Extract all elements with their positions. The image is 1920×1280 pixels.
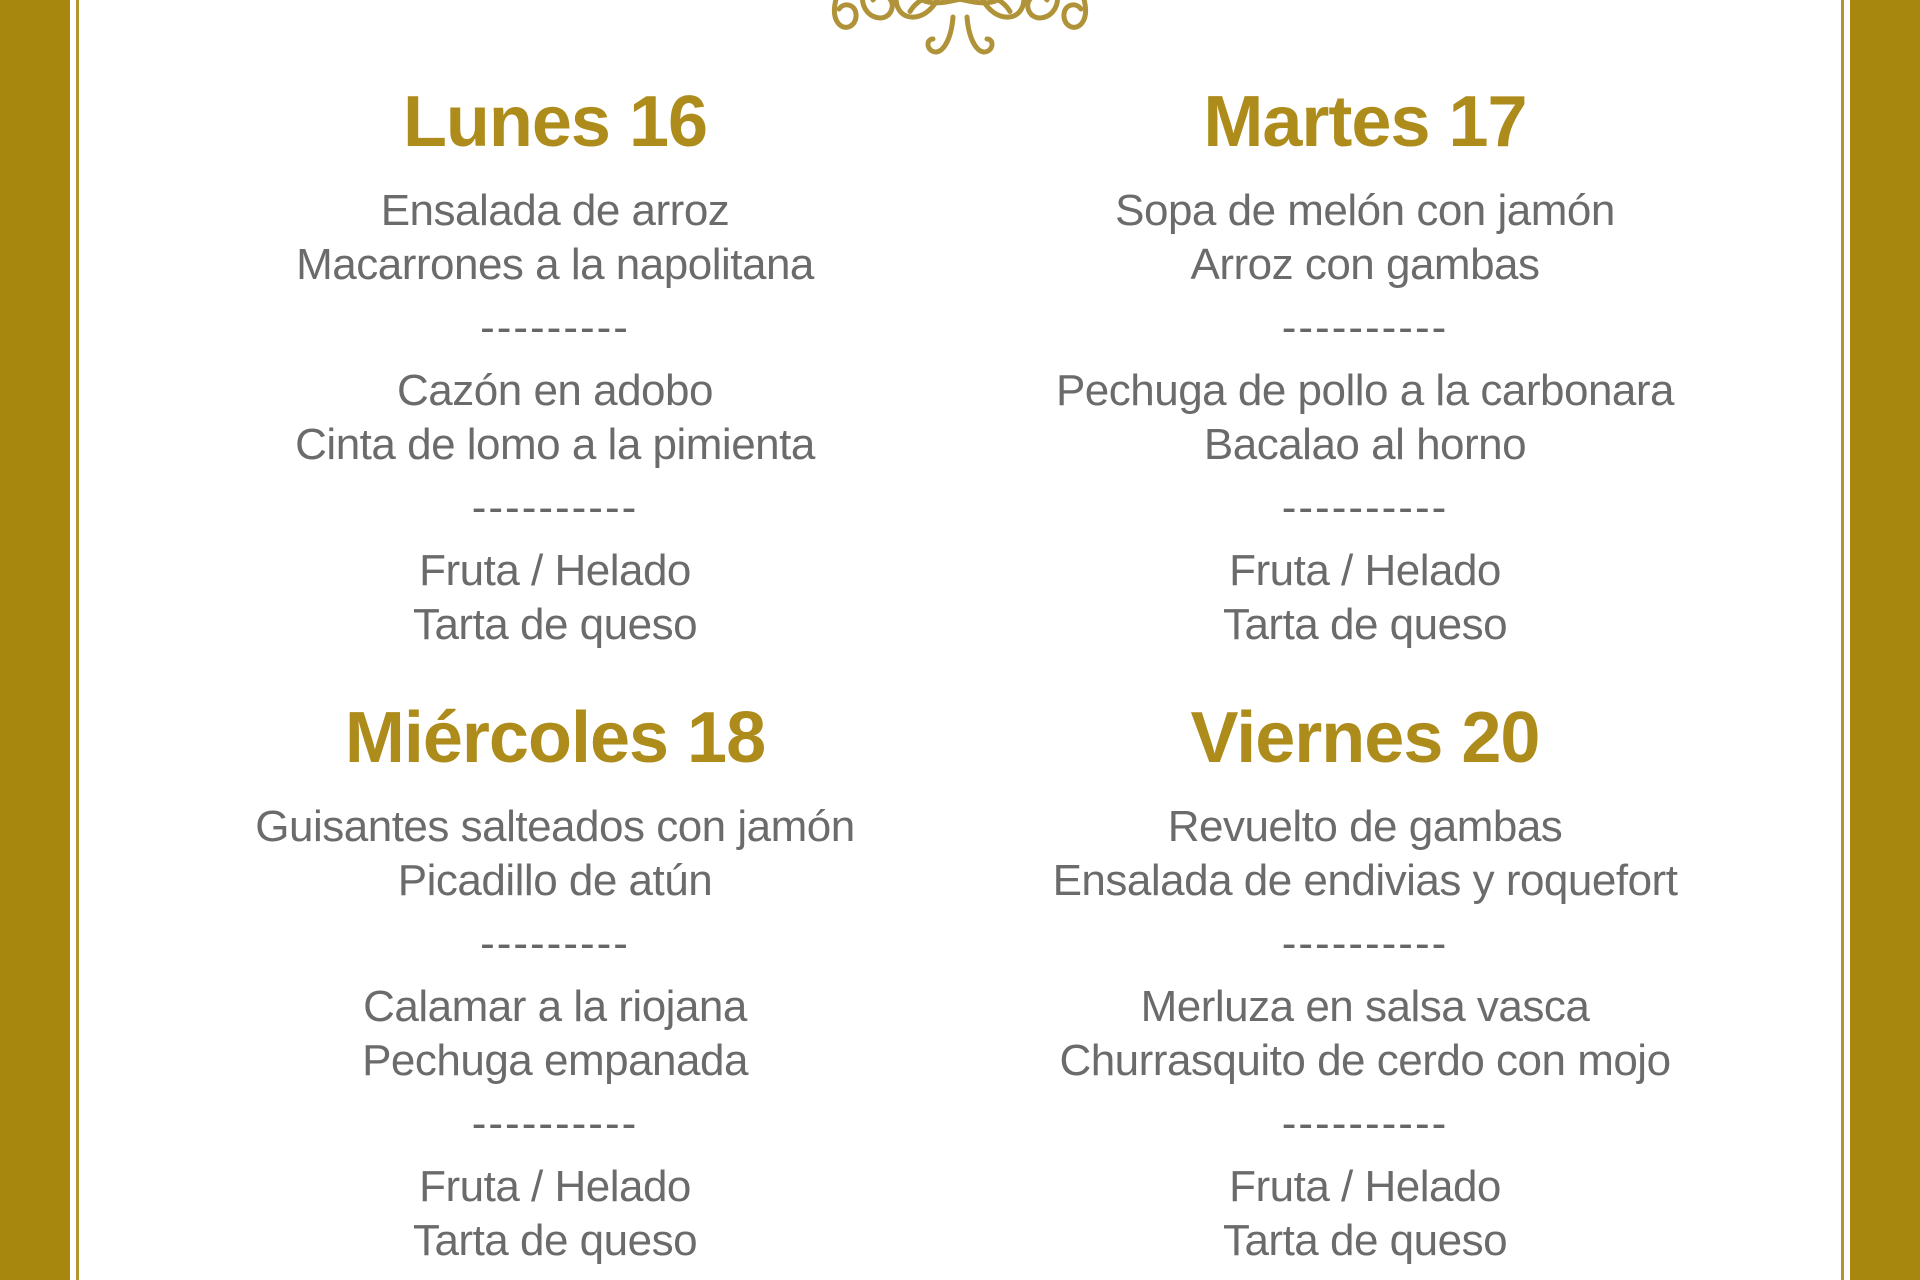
dish-line: Cazón en adobo xyxy=(397,365,713,415)
day-section-lunes xyxy=(150,84,960,652)
dish-line: Ensalada de endivias y roquefort xyxy=(1052,855,1678,905)
course-separator: ---------- xyxy=(1281,302,1449,352)
dish-line: Fruta / Helado xyxy=(1229,1161,1501,1211)
course-separator: ---------- xyxy=(471,482,639,532)
right-border-pinstripe xyxy=(1841,0,1844,1280)
dish-line: Tarta de queso xyxy=(1222,599,1508,649)
dish-line: Revuelto de gambas xyxy=(1167,801,1563,851)
course-separator: ---------- xyxy=(471,1098,639,1148)
course-separator: ---------- xyxy=(1281,1098,1449,1148)
dish-line: Pechuga de pollo a la carbonara xyxy=(1055,365,1675,415)
day-section-viernes xyxy=(960,697,1770,1268)
dish-line: Guisantes salteados con jamón xyxy=(255,801,855,851)
day-title: Lunes 16 xyxy=(402,82,708,162)
dish-line: Pechuga empanada xyxy=(362,1035,748,1085)
day-section-martes xyxy=(960,84,1770,652)
dish-line: Arroz con gambas xyxy=(1190,239,1540,289)
dish-line: Macarrones a la napolitana xyxy=(296,239,814,289)
ornament-container xyxy=(0,0,1920,78)
right-border-band xyxy=(1850,0,1920,1280)
day-title: Miércoles 18 xyxy=(344,697,766,778)
day-section-miercoles xyxy=(150,697,960,1268)
menu-grid xyxy=(150,84,1770,1268)
dish-line: Tarta de queso xyxy=(1222,1215,1508,1265)
dish-line: Ensalada de arroz xyxy=(380,185,730,235)
course-separator: --------- xyxy=(480,302,630,352)
dish-line: Sopa de melón con jamón xyxy=(1115,185,1615,235)
dish-line: Picadillo de atún xyxy=(397,855,713,905)
course-separator: ---------- xyxy=(1281,918,1449,968)
calligraphic-flourish-icon xyxy=(805,0,1115,78)
day-title: Martes 17 xyxy=(1203,82,1527,162)
dish-line: Bacalao al horno xyxy=(1203,419,1527,469)
day-title: Viernes 20 xyxy=(1190,697,1540,778)
dish-line: Cinta de lomo a la pimienta xyxy=(295,419,815,469)
dish-line: Calamar a la riojana xyxy=(363,981,747,1031)
dish-line: Churrasquito de cerdo con mojo xyxy=(1059,1035,1671,1085)
dish-line: Fruta / Helado xyxy=(419,545,691,595)
dish-line: Fruta / Helado xyxy=(1229,545,1501,595)
dish-line: Tarta de queso xyxy=(412,599,698,649)
dish-line: Merluza en salsa vasca xyxy=(1140,981,1590,1031)
course-separator: ---------- xyxy=(1281,482,1449,532)
left-border-pinstripe xyxy=(76,0,79,1280)
left-border-band xyxy=(0,0,70,1280)
course-separator: --------- xyxy=(480,918,630,968)
dish-line: Tarta de queso xyxy=(412,1215,698,1265)
dish-line: Fruta / Helado xyxy=(419,1161,691,1211)
